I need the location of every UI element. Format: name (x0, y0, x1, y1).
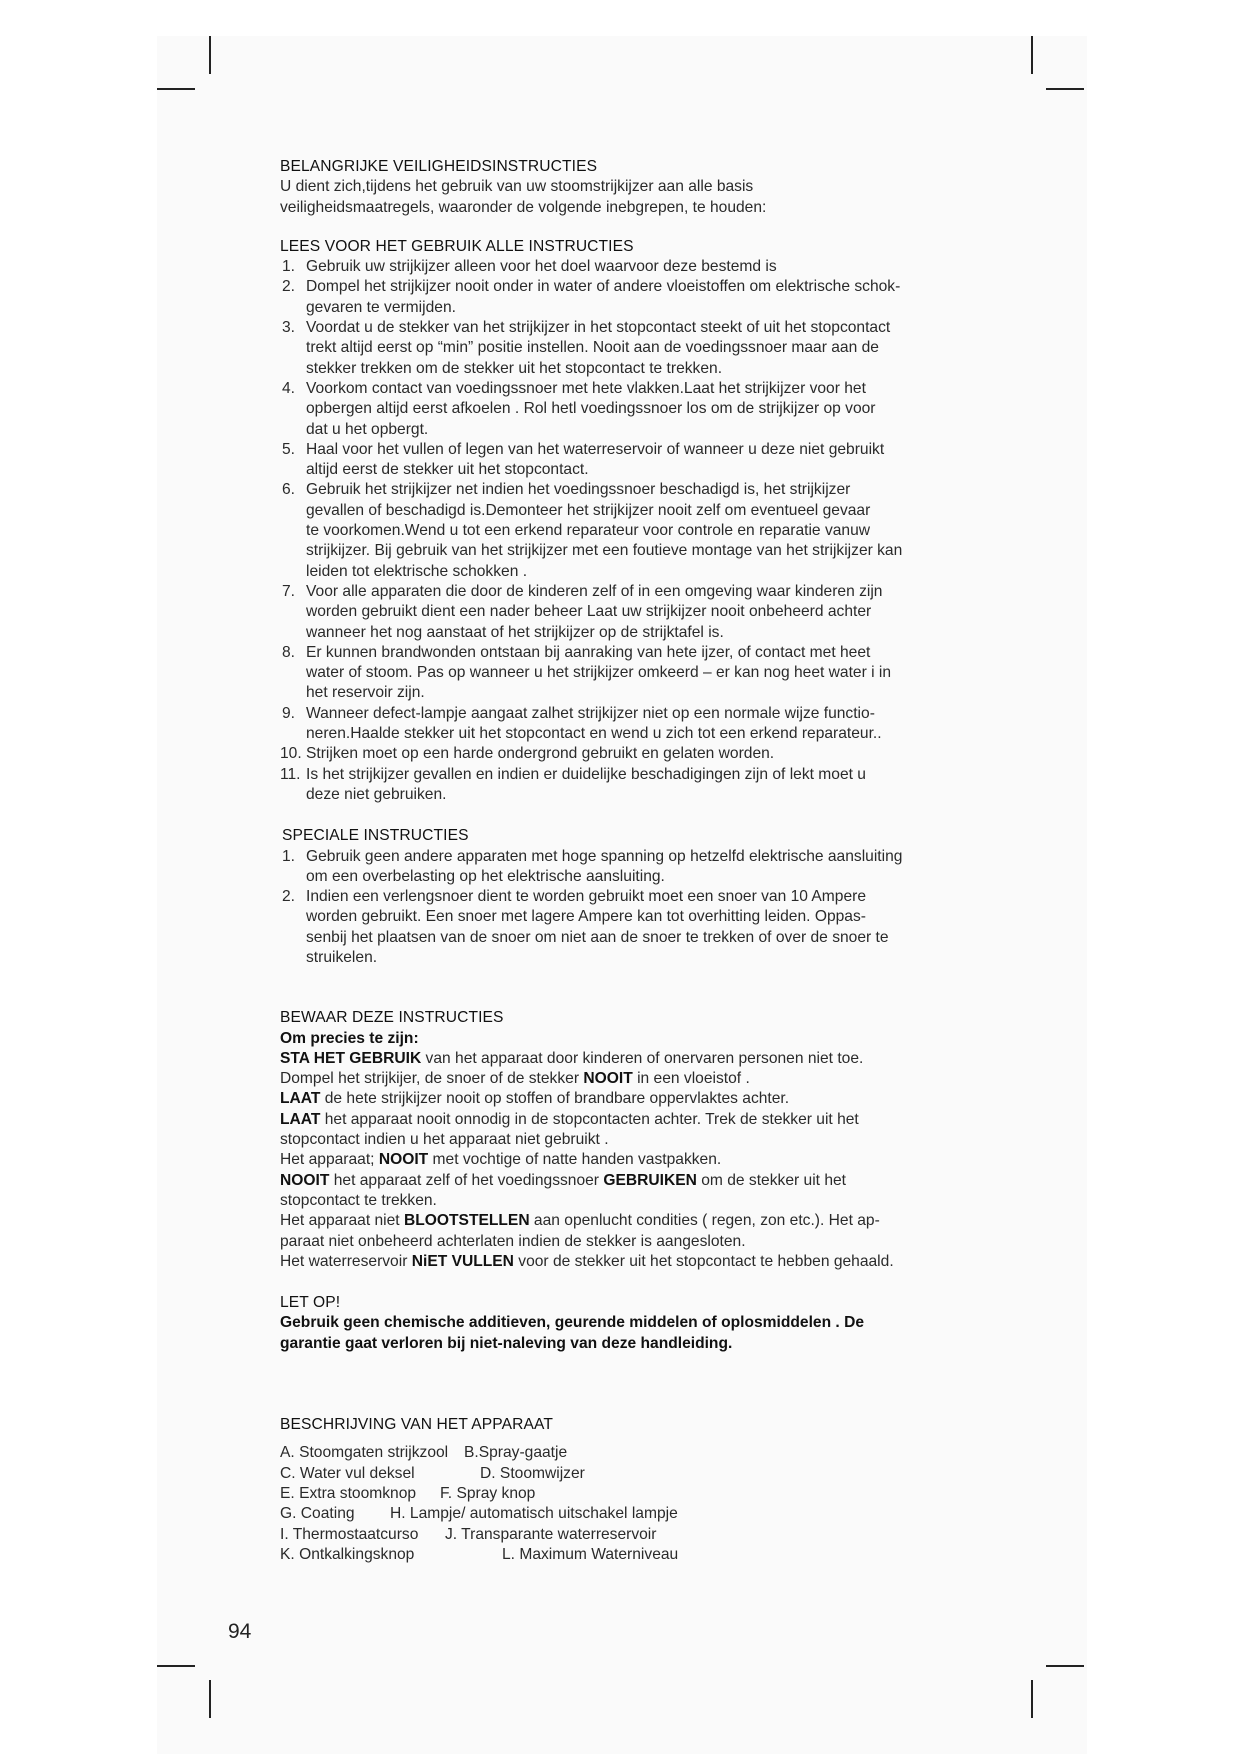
keep-line: paraat niet onbeheerd achterlaten indien de stekker is aangesloten. (280, 1232, 746, 1250)
list-item (280, 582, 970, 643)
keep-line: LAAT het apparaat nooit onnodig in de stopcontacten achter. Trek de stekker uit het (280, 1110, 859, 1128)
list-item-line: deze niet gebruiken. (306, 785, 447, 803)
crop-mark (1046, 1665, 1084, 1667)
description-row (280, 1484, 970, 1504)
list-item-line: Voor alle apparaten die door de kinderen zelf of in een omgeving waar kinderen zijn (306, 582, 883, 600)
list-item-line: Strijken moet op een harde ondergrond gebruikt en gelaten worden. (306, 745, 775, 763)
page-number: 94 (228, 1620, 252, 1643)
crop-mark (157, 1665, 195, 1667)
list-item-line: neren.Haalde stekker uit het stopcontact en wend u zich tot een erkend reparateur.. (306, 725, 882, 743)
list-item (280, 257, 970, 277)
intro-section (280, 157, 970, 218)
description-row (280, 1525, 970, 1545)
description-part: L. Maximum Waterniveau (502, 1545, 679, 1563)
description-part: B.Spray-gaatje (464, 1444, 568, 1462)
keep-heading: BEWAAR DEZE INSTRUCTIES (280, 1009, 504, 1027)
list-item-line: altijd eerst de stekker uit het stopcontact. (306, 461, 589, 479)
list-item-line: strijkijzer. Bij gebruik van het strijkijzer met een foutieve montage van het strijkijzer kan (306, 542, 903, 560)
list-item-number: 7. (282, 582, 296, 600)
description-row (280, 1545, 970, 1565)
list-item (280, 480, 970, 581)
list-item-line: wanneer het nog aanstaat of het strijkijzer op de strijktafel is. (306, 623, 724, 641)
list-item (280, 847, 970, 888)
list-item-line: worden gebruikt. Een snoer met lagere Ampere kan tot overhitting leiden. Oppas- (306, 908, 866, 926)
description-part: F. Spray knop (440, 1484, 536, 1502)
special-list (280, 847, 970, 969)
list-item-line: Voorkom contact van voedingssnoer met hete vlakken.Laat het strijkijzer voor het (306, 379, 866, 397)
crop-mark (209, 1680, 211, 1718)
description-part: K. Ontkalkingsknop (280, 1545, 415, 1563)
list-item-number: 9. (282, 704, 296, 722)
warning-line: garantie gaat verloren bij niet-naleving van deze handleiding. (280, 1334, 733, 1352)
keep-line: Dompel het strijkijer, de snoer of de stekker NOOIT in een vloeistof . (280, 1070, 750, 1088)
list-item-line: om een overbelasting op het elektrische aansluiting. (306, 867, 665, 885)
list-item (280, 277, 970, 318)
list-item (280, 440, 970, 481)
list-item-line: dat u het opbergt. (306, 420, 429, 438)
list-item-number: 6. (282, 481, 296, 499)
list-item-line: Gebruik geen andere apparaten met hoge spanning op hetzelfd elektrische aansluiting (306, 847, 903, 865)
description-part: I. Thermostaatcurso (280, 1525, 419, 1543)
list-item-number: 2. (282, 888, 296, 906)
list-item (280, 704, 970, 745)
keep-subtitle: Om precies te zijn: (280, 1029, 419, 1047)
keep-line: Het waterreservoir NiET VULLEN voor de stekker uit het stopcontact te hebben gehaald. (280, 1252, 894, 1270)
description-row (280, 1464, 970, 1484)
keep-line: STA HET GEBRUIK van het apparaat door kinderen of onervaren personen niet toe. (280, 1049, 864, 1067)
intro-line: veiligheidsmaatregels, waaronder de volgende inebgrepen, te houden: (280, 198, 767, 216)
keep-line: Het apparaat; NOOIT met vochtige of natte handen vastpakken. (280, 1151, 722, 1169)
keep-line: Het apparaat niet BLOOTSTELLEN aan openlucht condities ( regen, zon etc.). Het ap- (280, 1212, 880, 1230)
list-item-line: Is het strijkijzer gevallen en indien er duidelijke beschadigingen zijn of lekt moet u (306, 765, 866, 783)
list-item-line: Gebruik het strijkijzer net indien het voedingssnoer beschadigd is, het strijkijzer (306, 481, 851, 499)
description-part: G. Coating (280, 1505, 355, 1523)
list-item-line: worden gebruikt dient een nader beheer Laat uw strijkijzer nooit onbeheerd achter (306, 603, 872, 621)
keep-line: stopcontact te trekken. (280, 1191, 437, 1209)
list-item-number: 2. (282, 278, 296, 296)
description-row (280, 1443, 970, 1463)
list-item (280, 887, 970, 968)
description-section (280, 1415, 970, 1565)
list-item-line: senbij het plaatsen van de snoer om niet aan de snoer te trekken of over de snoer te (306, 928, 889, 946)
keep-line: stopcontact indien u het apparaat niet gebruikt . (280, 1131, 609, 1149)
warning-section (280, 1293, 970, 1354)
list-item-number: 8. (282, 643, 296, 661)
list-item-line: te voorkomen.Wend u tot een erkend reparateur voor controle en reparatie vanuw (306, 522, 871, 540)
intro-line: U dient zich,tijdens het gebruik van uw stoomstrijkijzer aan alle basis (280, 178, 754, 196)
list-item-number: 4. (282, 379, 296, 397)
list-item-line: het reservoir zijn. (306, 684, 425, 702)
read-all-heading: LEES VOOR HET GEBRUIK ALLE INSTRUCTIES (280, 237, 634, 255)
read-all-section (280, 237, 970, 805)
keep-line: LAAT de hete strijkijzer nooit op stoffen of brandbare oppervlaktes achter. (280, 1090, 790, 1108)
list-item-line: Er kunnen brandwonden ontstaan bij aanraking van hete ijzer, of contact met heet (306, 643, 871, 661)
list-item-line: leiden tot elektrische schokken . (306, 562, 528, 580)
read-all-list (280, 257, 970, 805)
list-item-number: 1. (282, 258, 296, 276)
list-item-line: opbergen altijd eerst afkoelen . Rol hetl voedingssnoer los om de strijkijzer op voor (306, 400, 876, 418)
description-part: J. Transparante waterreservoir (445, 1525, 657, 1543)
list-item-line: water of stoom. Pas op wanneer u het strijkijzer omkeerd – er kan nog heet water i in (306, 664, 892, 682)
description-heading: BESCHRIJVING VAN HET APPARAAT (280, 1416, 553, 1434)
list-item-number: 1. (282, 847, 296, 865)
list-item-line: Indien een verlengsnoer dient te worden gebruikt moet een snoer van 10 Ampere (306, 888, 867, 906)
warning-heading: LET OP! (280, 1294, 341, 1312)
list-item (280, 744, 970, 764)
special-heading: SPECIALE INSTRUCTIES (282, 827, 469, 845)
list-item (280, 643, 970, 704)
description-list (280, 1443, 970, 1565)
list-item-line: Gebruik uw strijkijzer alleen voor het doel waarvoor deze bestemd is (306, 258, 777, 276)
crop-mark (209, 36, 211, 74)
keep-section (280, 1008, 970, 1272)
list-item-line: stekker trekken om de stekker uit het stopcontact te trekken. (306, 359, 723, 377)
description-part: E. Extra stoomknop (280, 1484, 417, 1502)
list-item-line: trekt altijd eerst op “min” positie instellen. Nooit aan de voedingssnoer maar aan de (306, 339, 879, 357)
list-item (280, 379, 970, 440)
list-item-line: Dompel het strijkijzer nooit onder in water of andere vloeistoffen om elektrische schok- (306, 278, 901, 296)
crop-mark (1046, 88, 1084, 90)
list-item-line: Voordat u de stekker van het strijkijzer in het stopcontact steekt of uit het stopcontact (306, 319, 891, 337)
keep-line: NOOIT het apparaat zelf of het voedingssnoer GEBRUIKEN om de stekker uit het (280, 1171, 846, 1189)
intro-heading: BELANGRIJKE VEILIGHEIDSINSTRUCTIES (280, 158, 598, 175)
description-part: C. Water vul deksel (280, 1464, 415, 1482)
list-item (280, 318, 970, 379)
list-item-line: Wanneer defect-lampje aangaat zalhet strijkijzer niet op een normale wijze functio- (306, 704, 875, 722)
list-item-number: 5. (282, 440, 296, 458)
crop-mark (1031, 1680, 1033, 1718)
list-item-number: 10. (280, 745, 302, 763)
list-item-line: struikelen. (306, 948, 378, 966)
list-item-number: 3. (282, 319, 296, 337)
list-item-line: gevallen of beschadigd is.Demonteer het strijkijzer nooit zelf om eventueel gevaar (306, 501, 871, 519)
list-item-line: Haal voor het vullen of legen van het waterreservoir of wanneer u deze niet gebruikt (306, 440, 885, 458)
list-item (280, 765, 970, 806)
description-row (280, 1504, 970, 1524)
manual-content (280, 157, 970, 1565)
description-part: A. Stoomgaten strijkzool (280, 1444, 449, 1462)
warning-line: Gebruik geen chemische additieven, geurende middelen of oplosmiddelen . De (280, 1314, 865, 1332)
description-part: D. Stoomwijzer (480, 1464, 585, 1482)
crop-mark (157, 88, 195, 90)
list-item-number: 11. (280, 765, 301, 783)
description-part: H. Lampje/ automatisch uitschakel lampje (390, 1505, 678, 1523)
list-item-line: gevaren te vermijden. (306, 298, 456, 316)
special-section (280, 826, 970, 968)
crop-mark (1031, 36, 1033, 74)
